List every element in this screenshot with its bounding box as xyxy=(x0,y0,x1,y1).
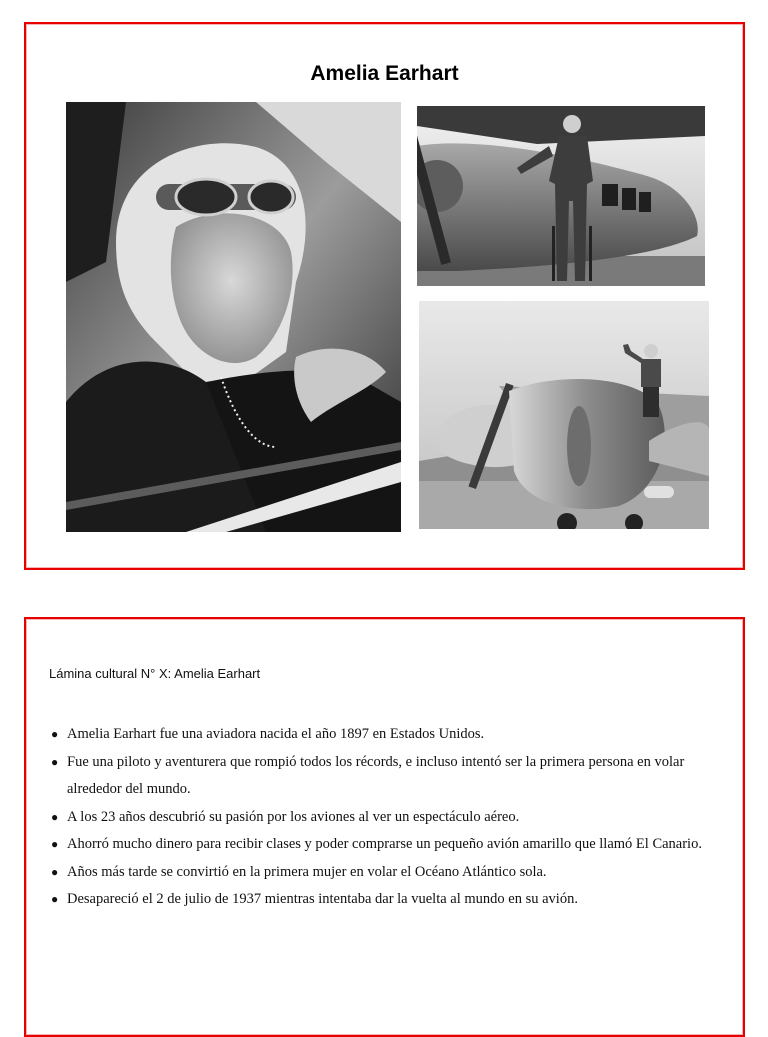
list-item xyxy=(48,749,733,804)
list-item xyxy=(48,804,733,832)
bullet-icon: ● xyxy=(51,754,59,769)
bullet-icon: ● xyxy=(51,864,59,879)
info-card xyxy=(24,617,745,1037)
facts-list xyxy=(48,721,733,914)
list-item xyxy=(48,859,733,887)
fact-text: Amelia Earhart fue una aviadora nacida el año 1897 en Estados Unidos. xyxy=(67,726,485,742)
bullet-icon: ● xyxy=(51,809,59,824)
page-title: Amelia Earhart xyxy=(310,62,459,85)
fact-text: Fue una piloto y aventurera que rompió todos los récords, e incluso intentó ser la primera persona en volar alrededor del mundo. xyxy=(67,753,685,797)
fact-text: Ahorró mucho dinero para recibir clases y poder comprarse un pequeño avión amarillo que llamó El Canario. xyxy=(67,836,702,852)
airplane-waving-photo xyxy=(419,301,709,529)
fact-text: Años más tarde se convirtió en la primera mujer en volar el Océano Atlántico sola. xyxy=(67,863,547,880)
fact-text: Desapareció el 2 de julio de 1937 mientras intentaba dar la vuelta al mundo en su avión. xyxy=(67,891,578,907)
airplane-standing-photo xyxy=(417,106,705,286)
card-subtitle: Lámina cultural N° X: Amelia Earhart xyxy=(49,666,261,681)
list-item xyxy=(48,886,733,914)
bullet-icon: ● xyxy=(51,727,59,741)
photo-card xyxy=(24,22,745,570)
list-item xyxy=(48,831,733,859)
list-item xyxy=(48,721,733,749)
bullet-icon: ● xyxy=(51,837,59,851)
fact-text: A los 23 años descubrió su pasión por los aviones al ver un espectáculo aéreo. xyxy=(67,808,520,825)
bullet-icon: ● xyxy=(51,892,59,906)
portrait-photo xyxy=(66,102,401,532)
